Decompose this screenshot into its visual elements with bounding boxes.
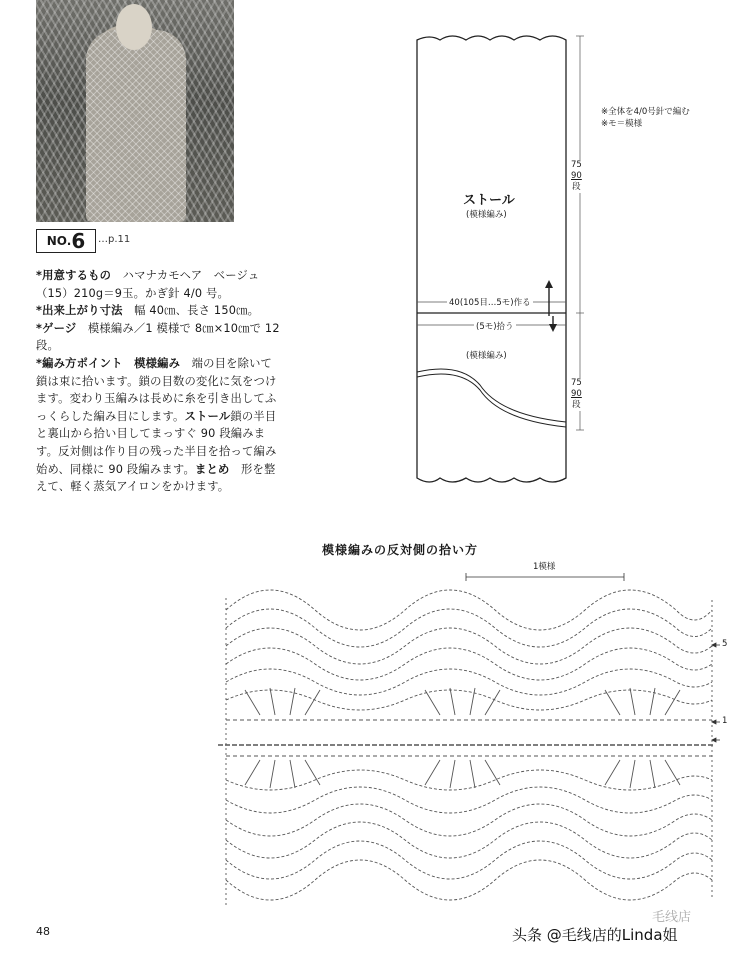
badge-prefix: NO. xyxy=(46,234,72,248)
gauge-heading: *ゲージ xyxy=(36,321,77,335)
pattern-label-upper: (模様編み) xyxy=(466,210,507,220)
badge-number: 6 xyxy=(71,229,86,253)
stole-title: ストール xyxy=(463,193,515,208)
page-number: 48 xyxy=(36,925,50,938)
materials-heading: *用意するもの xyxy=(36,269,112,282)
size-heading: *出来上がり寸法 xyxy=(36,304,123,318)
stole-outline xyxy=(417,36,566,482)
gauge-text: 模様編み／1 模様で 8㎝×10㎝で 12 段。 xyxy=(36,321,280,353)
points-text-2: 鎖の半目と裏山から拾い目してまっすぐ 90 段編みます。反対側は作り目の残った半目を拾って編み始め、同様に 90 段編みます。 xyxy=(36,409,277,476)
width-label: 40(105目…5モ)作る xyxy=(449,298,531,308)
note-line-1: ※全体を4/0号針で編む xyxy=(601,107,690,117)
row-markers xyxy=(712,643,720,742)
finish-text: 形を整えて、軽く蒸気アイロンをかけます。 xyxy=(36,462,276,494)
row-1-label: 1 xyxy=(722,716,728,726)
note-line-2: ※モ＝模様 xyxy=(601,119,643,129)
crochet-chart xyxy=(218,590,714,905)
chart-title: 模様編みの反対側の拾い方 xyxy=(322,543,479,557)
break-line xyxy=(417,369,566,422)
repeat-label: 1模様 xyxy=(533,562,556,572)
size-text: 幅 40㎝、長さ 150㎝。 xyxy=(134,304,260,318)
page-reference: …p.11 xyxy=(98,234,131,245)
lower-length-label: 75 90 段 xyxy=(571,378,582,410)
upper-length-label: 75 90 段 xyxy=(571,160,582,192)
watermark-logo: 毛线店 xyxy=(652,910,692,925)
pattern-label-lower: (模様編み) xyxy=(466,351,507,361)
points-text-1: 端の目を除いて鎖は束に拾います。鎖の目数の変化に気をつけます。変わり玉編みは長めに糸を引き出してふっくらした編み目にします。 xyxy=(36,356,277,423)
row-5-label: 5 xyxy=(722,639,728,649)
stole-heading: ストール xyxy=(184,409,231,423)
finish-heading: まとめ xyxy=(194,462,230,476)
materials-text: ハマナカモヘア ベージュ（15）210g＝9玉。かぎ針 4/0 号。 xyxy=(36,269,260,300)
points-heading: *編み方ポイント 模様編み xyxy=(36,356,181,370)
watermark: 头条 @毛线店的Linda姐 xyxy=(512,926,678,944)
pickup-label: (5モ)拾う xyxy=(476,322,514,332)
